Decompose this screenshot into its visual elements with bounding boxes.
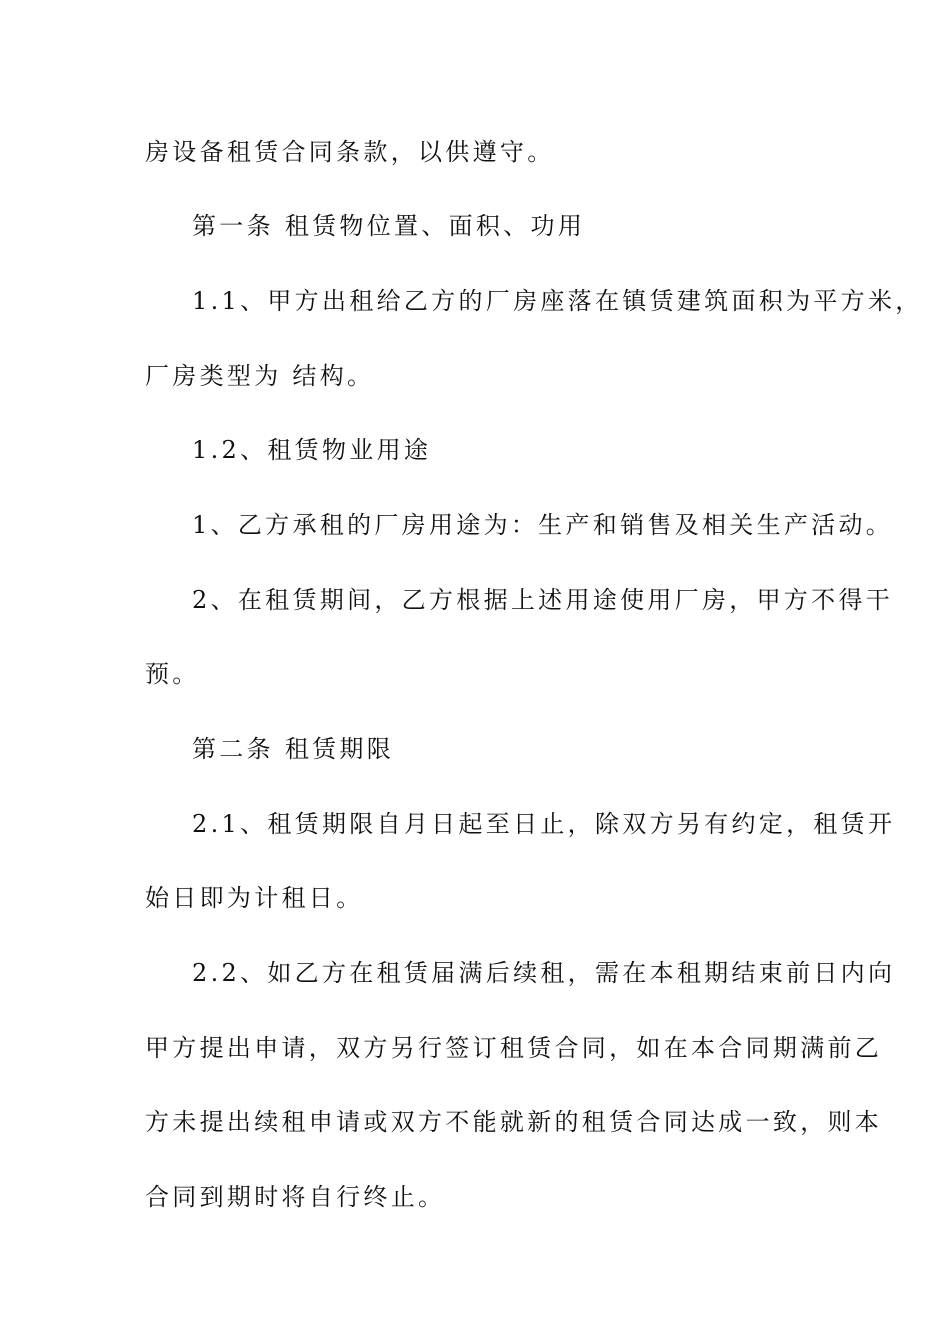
paragraph-line: 始日即为计租日。 <box>145 884 364 912</box>
paragraph-line: 2.1、租赁期限自月日起至日止，除双方另有约定，租赁开 <box>192 810 896 838</box>
section-heading: 1.2、租赁物业用途 <box>192 436 432 464</box>
paragraph-line: 房设备租赁合同条款，以供遵守。 <box>145 138 555 166</box>
paragraph-line: 1、乙方承租的厂房用途为：生产和销售及相关生产活动。 <box>192 511 894 539</box>
paragraph-line: 厂房类型为 结构。 <box>145 362 375 390</box>
paragraph-line: 甲方提出申请，双方另行签订租赁合同，如在本合同期满前乙 <box>145 1034 883 1062</box>
article-heading: 第一条 租赁物位置、面积、功用 <box>192 212 586 240</box>
paragraph-line: 预。 <box>145 660 200 688</box>
paragraph-line: 方未提出续租申请或双方不能就新的租赁合同达成一致，则本 <box>145 1108 883 1136</box>
paragraph-line: 1.1、甲方出租给乙方的厂房座落在镇赁建筑面积为平方米， <box>192 287 923 315</box>
document-page <box>145 0 923 1344</box>
paragraph-line: 2.2、如乙方在租赁届满后续租，需在本租期结束前日内向 <box>192 959 896 987</box>
paragraph-line: 合同到期时将自行终止。 <box>145 1183 446 1211</box>
article-heading: 第二条 租赁期限 <box>192 735 395 763</box>
paragraph-line: 2、在租赁期间，乙方根据上述用途使用厂房，甲方不得干 <box>192 586 894 614</box>
